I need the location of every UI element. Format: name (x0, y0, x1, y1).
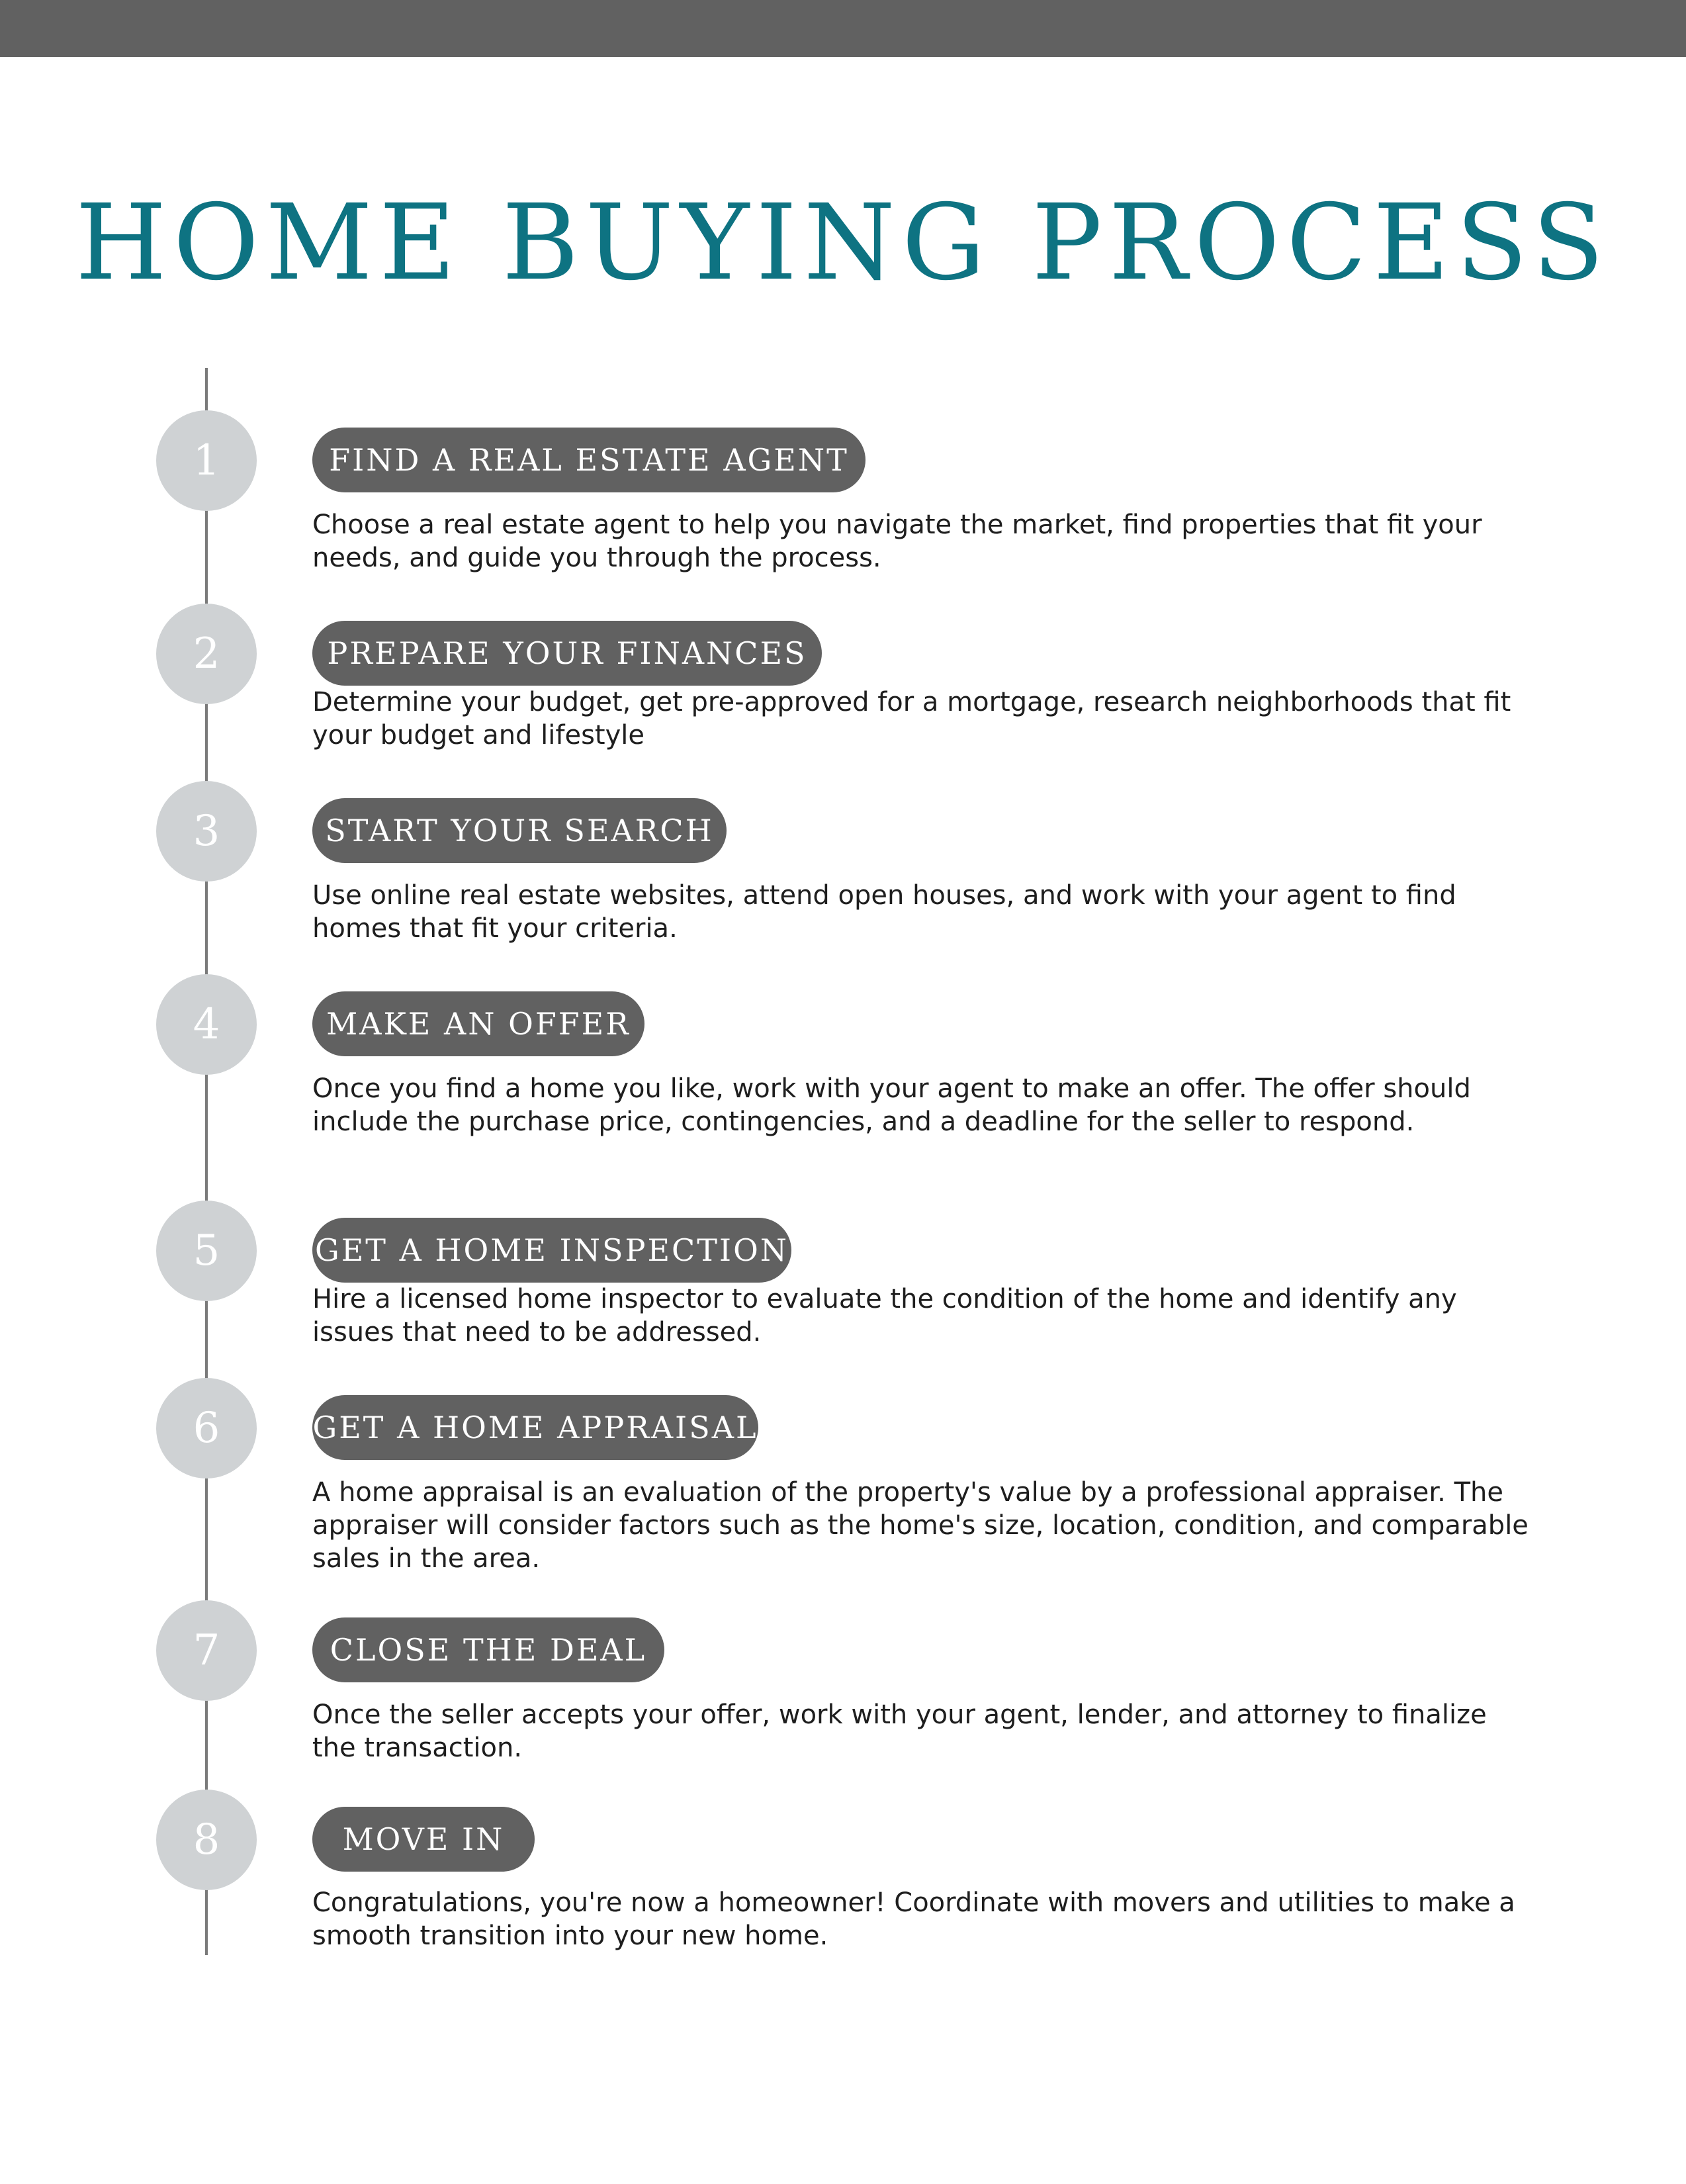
top-bar (0, 0, 1686, 57)
step-7-heading-pill: CLOSE THE DEAL (312, 1617, 664, 1682)
step-4-heading-pill: MAKE AN OFFER (312, 991, 644, 1056)
step-2-description: Determine your budget, get pre-approved for a mortgage, research neighborhoods that fit your budget and lifestyle (312, 687, 1511, 751)
page-title: HOME BUYING PROCESS (75, 182, 1611, 304)
step-3-number-circle: 3 (156, 781, 257, 882)
step-8-description: Congratulations, you're now a homeowner! Coordinate with movers and utilities to make a smooth transition into your new home. (312, 1888, 1515, 1951)
step-5-description: Hire a licensed home inspector to evaluate the condition of the home and identify any issues that need to be addressed. (312, 1284, 1457, 1347)
step-6-heading-pill: GET A HOME APPRAISAL (312, 1395, 758, 1460)
step-4-number-circle: 4 (156, 974, 257, 1075)
step-1-description: Choose a real estate agent to help you navigate the market, find properties that fit your needs, and guide you through the process. (312, 510, 1482, 573)
step-3-description: Use online real estate websites, attend open houses, and work with your agent to find homes that fit your criteria. (312, 880, 1456, 944)
step-7-description: Once the seller accepts your offer, work with your agent, lender, and attorney to finalize the transaction. (312, 1700, 1487, 1763)
step-4-description: Once you find a home you like, work with your agent to make an offer. The offer should include the purchase price, contingencies, and a deadline for the seller to respond. (312, 1073, 1471, 1137)
step-7-number-circle: 7 (156, 1600, 257, 1701)
step-6-description: A home appraisal is an evaluation of the property's value by a professional appraiser. The appraiser will consider factors such as the home's size, location, condition, and comparable sales in the area. (312, 1477, 1529, 1574)
step-1-heading-pill: FIND A REAL ESTATE AGENT (312, 428, 865, 492)
step-8-heading-pill: MOVE IN (312, 1807, 535, 1872)
step-2-heading-pill: PREPARE YOUR FINANCES (312, 621, 822, 686)
step-6-number-circle: 6 (156, 1378, 257, 1479)
step-5-heading-pill: GET A HOME INSPECTION (312, 1218, 791, 1283)
step-5-number-circle: 5 (156, 1201, 257, 1301)
step-3-heading-pill: START YOUR SEARCH (312, 798, 727, 863)
step-8-number-circle: 8 (156, 1790, 257, 1890)
step-2-number-circle: 2 (156, 604, 257, 704)
step-1-number-circle: 1 (156, 410, 257, 511)
